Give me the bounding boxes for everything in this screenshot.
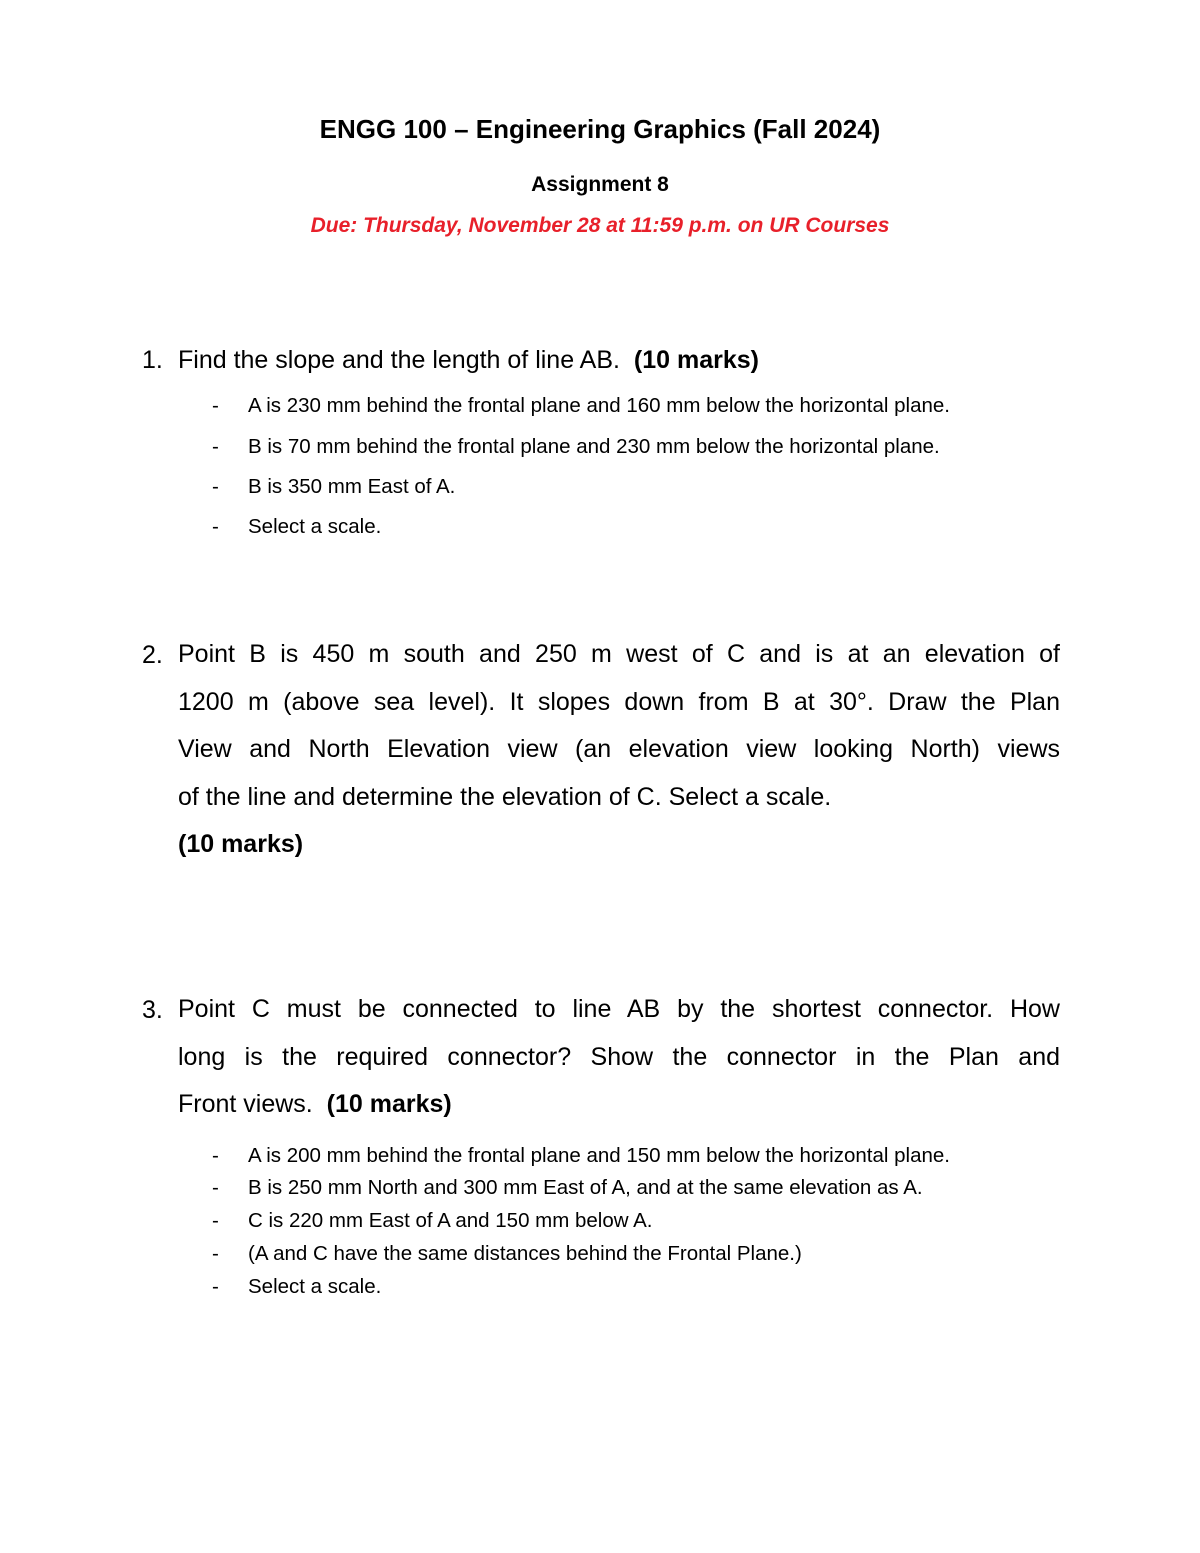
question-number: 3. [142, 996, 163, 1024]
question-marks: (10 marks) [326, 1090, 452, 1118]
page-title: ENGG 100 – Engineering Graphics (Fall 2024) [319, 114, 881, 144]
question-number: 1. [142, 346, 163, 374]
question-marks: (10 marks) [178, 830, 304, 858]
question-text: Point B is 450 m south and 250 m west of C and is at an elevation of 1200 m (above sea level). It slopes down from B at 30°. Draw the Plan View and North Elevation view (an elevation view looking North) views of the line and determine the elevation of C. Select a scale. (10 marks) [178, 640, 1060, 858]
due-date: Due: Thursday, November 28 at 11:59 p.m. on UR Courses [310, 214, 890, 237]
question-text: Point C must be connected to line AB by the shortest connector. How long is the required connector? Show the connector in the Plan and Front views. (10 marks) [178, 995, 1060, 1118]
question-text: Find the slope and the length of line AB. [178, 346, 620, 374]
question-marks: (10 marks) [633, 346, 759, 374]
assignment-number: Assignment 8 [531, 173, 669, 196]
question-number: 2. [142, 641, 163, 669]
assignment-page: ENGG 100 – Engineering Graphics (Fall 2024) Assignment 8 Due: Thursday, November 28 at 11:59 p.m. on UR Courses 1. Find the slope and the length of line AB. (10 marks) - A is 230 mm behind the frontal plane and 160 mm below the horizontal plane. - B is 70 mm behind the frontal plane and 230 mm below the horizontal plane. - B is 350 mm East of A. - Select a scale. 2. Point B is 450 m south and 250 m west of C and is at an elevation of 1200 m (above sea level). It slopes down from B at 30°. Draw the Plan View and North Elevation view (an elevation view looking North) views of the line and determine the elevation of C. Select a scale. (10 marks) 3. Point C must be connected to line AB by the shortest connector. How long is the required connector? Show the connector in the Plan and Front views. (10 marks) - A is 200 mm behind the frontal plane and 150 mm below the horizontal plane. - B is 250 mm North and 300 mm East of A, and at the same elevation as A. - C is 220 mm East of A and 150 mm below A. - (A and C have the same distances behind the Frontal Plane.) - Select a scale. [0, 0, 1200, 1553]
